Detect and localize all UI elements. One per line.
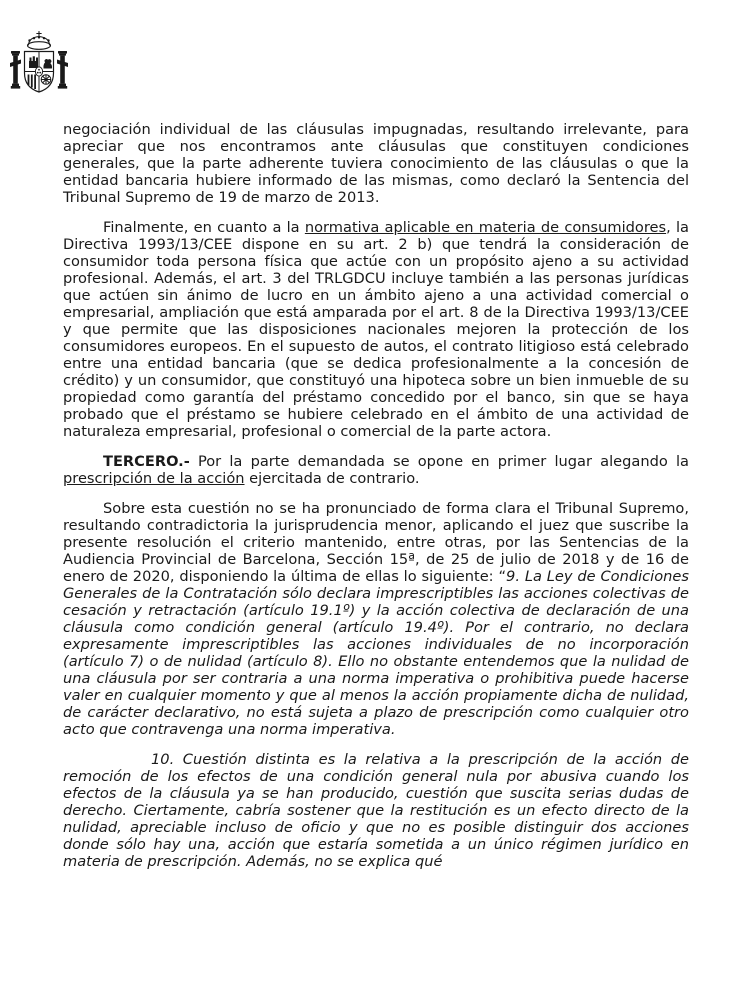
paragraph-4 [63,500,689,738]
text-segment-italic: 9. La Ley de Condiciones Generales de la Contratación sólo declara imprescriptibles las acciones colectivas de cesación y retractación (artículo 19.1º) y la acción colectiva de declaración de una cláusula como condición general (artículo 19.4º). Por el contrario, no declara expresamente imprescriptibles las acciones individuales de no incorporación (artículo 7) o de nulidad (artículo 8). Ello no obstante entendemos que la nulidad de una cláusula por ser contraria a una norma imperativa o prohibitiva puede hacerse valer en cualquier momento y que al menos la acción propiamente dicha de nulidad, de carácter declarativo, no está sujeta a plazo de prescripción como cualquier otro acto que contravenga una norma imperativa. [63,568,689,738]
spain-coat-of-arms-logo [9,30,69,100]
coat-of-arms-icon [9,30,69,100]
paragraph-3 [63,453,689,487]
paragraph-1 [63,121,689,206]
text-segment-normal: Por la parte demandada se opone en primer lugar alegando la [189,453,689,470]
paragraph-5 [63,751,689,870]
text-segment-normal: negociación individual de las cláusulas impugnadas, resultando irrelevante, para apreciar que nos encontramos ante cláusulas que constituyen condiciones generales, que la parte adherente tuviera conocimiento de las cláusulas o que la entidad bancaria hubiere informado de las mismas, como declaró la Sentencia del Tribunal Supremo de 19 de marzo de 2013. [63,121,689,206]
text-segment-normal: , la Directiva 1993/13/CEE dispone en su art. 2 b) que tendrá la consideración de consumidor toda persona física que actúe con un propósito ajeno a su actividad profesional. Además, el art. 3 del TRLGDCU incluye también a las personas jurídicas que actúen sin ánimo de lucro en un ámbito ajeno a una actividad comercial o empresarial, ampliación que está amparada por el art. 8 de la Directiva 1993/13/CEE y que permite que las disposiciones nacionales mejoren la protección de los consumidores europeos. En el supuesto de autos, el contrato litigioso está celebrado entre una entidad bancaria (que se dedica profesionalmente a la concesión de crédito) y un consumidor, que constituyó una hipoteca sobre un bien inmueble de su propiedad como garantía del préstamo concedido por el banco, sin que se haya probado que el préstamo se hubiere celebrado en el ámbito de una actividad de naturaleza empresarial, profesional o comercial de la parte actora. [63,219,689,440]
text-segment-normal: Sobre esta cuestión no se ha pronunciado de forma clara el Tribunal Supremo, resultando contradictoria la jurisprudencia menor, aplicando el juez que suscribe la presente resolución el criterio mantenido, entre otras, por las Sentencias de la Audiencia Provincial de Barcelona, Sección 15ª, de 25 de julio de 2018 y de 16 de enero de 2020, disponiendo la última de ellas lo siguiente: “ [63,500,689,585]
document-body [63,121,689,883]
text-segment-underline: normativa aplicable en materia de consumidores [304,219,667,236]
text-segment-underline: prescripción de la acción [63,470,245,487]
text-segment-normal: ejercitada de contrario. [244,470,420,487]
text-segment-bold: TERCERO.- [103,453,190,470]
text-segment-italic: 10. Cuestión distinta es la relativa a la prescripción de la acción de remoción de los efectos de una condición general nula por abusiva cuando los efectos de la cláusula ya se han producido, cuestión que suscita serias dudas de derecho. Ciertamente, cabría sostener que la restitución es un efecto directo de la nulidad, apreciable incluso de oficio y que no es posible distinguir dos acciones donde sólo hay una, acción que estaría sometida a un único régimen jurídico en materia de prescripción. Además, no se explica qué [63,751,689,870]
paragraph-2 [63,219,689,440]
text-segment-normal: Finalmente, en cuanto a la [103,219,305,236]
